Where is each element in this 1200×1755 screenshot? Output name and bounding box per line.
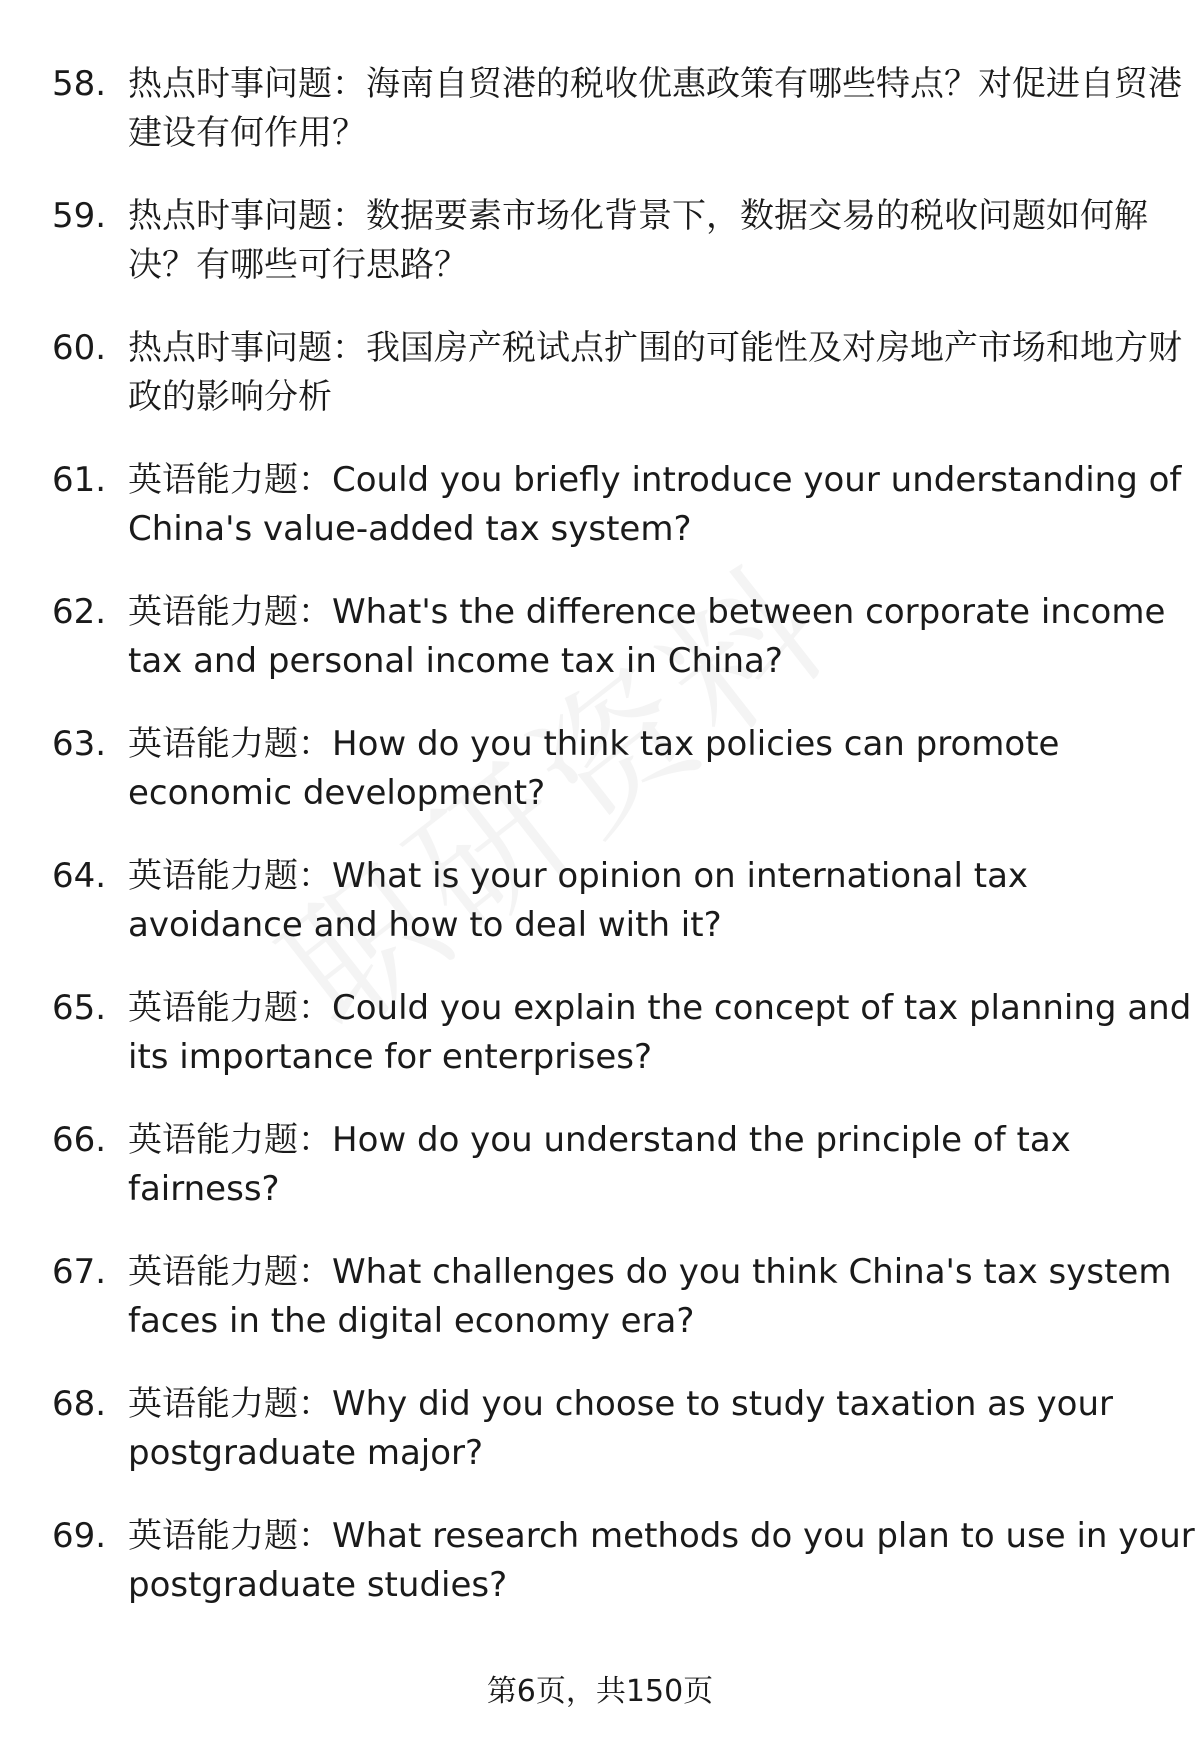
list-item xyxy=(52,720,1152,820)
item-text: 英语能力题：What challenges do you think China's tax system faces in the digital economy era? xyxy=(128,1252,1172,1341)
item-number: 62. xyxy=(52,592,107,632)
item-number: 59. xyxy=(52,196,107,236)
item-text: 英语能力题：Why did you choose to study taxation as your postgraduate major? xyxy=(128,1384,1113,1473)
item-text: 热点时事问题：我国房产税试点扩围的可能性及对房地产市场和地方财政的影响分析 xyxy=(128,328,1182,417)
list-item xyxy=(52,192,1152,292)
item-text: 英语能力题：How do you understand the principle of tax fairness? xyxy=(128,1120,1071,1209)
item-number: 68. xyxy=(52,1384,107,1424)
list-item xyxy=(52,588,1166,688)
item-number: 60. xyxy=(52,328,107,368)
page-number: 第6页，共150页 xyxy=(486,1674,714,1709)
item-number: 64. xyxy=(52,856,107,896)
item-text: 英语能力题：How do you think tax policies can promote economic development? xyxy=(128,724,1060,813)
item-number: 61. xyxy=(52,460,107,500)
item-text: 英语能力题：What's the difference between corporate income tax and personal income tax in China? xyxy=(128,592,1166,681)
item-number: 66. xyxy=(52,1120,107,1160)
item-number: 65. xyxy=(52,988,107,1028)
item-number: 58. xyxy=(52,64,107,104)
list-item xyxy=(52,852,1152,952)
item-text: 热点时事问题：数据要素市场化背景下，数据交易的税收问题如何解决？有哪些可行思路？ xyxy=(128,196,1148,285)
item-number: 63. xyxy=(52,724,107,764)
list-item xyxy=(52,1116,1152,1216)
item-number: 69. xyxy=(52,1516,107,1556)
item-text: 英语能力题：What research methods do you plan to use in your postgraduate studies? xyxy=(128,1516,1195,1605)
list-item xyxy=(52,1512,1195,1612)
list-item xyxy=(52,984,1192,1084)
item-text: 热点时事问题：海南自贸港的税收优惠政策有哪些特点？对促进自贸港建设有何作用？ xyxy=(128,64,1182,153)
item-text: 英语能力题：What is your opinion on international tax avoidance and how to deal with it? xyxy=(128,856,1029,945)
list-item xyxy=(52,1380,1152,1480)
item-number: 67. xyxy=(52,1252,107,1292)
list-item xyxy=(52,324,1182,424)
list-item xyxy=(52,60,1182,160)
list-item xyxy=(52,456,1182,556)
item-text: 英语能力题：Could you explain the concept of tax planning and its importance for enterprises? xyxy=(128,988,1192,1077)
list-item xyxy=(52,1248,1172,1348)
item-text: 英语能力题：Could you briefly introduce your understanding of China's value-added tax system? xyxy=(128,460,1182,549)
